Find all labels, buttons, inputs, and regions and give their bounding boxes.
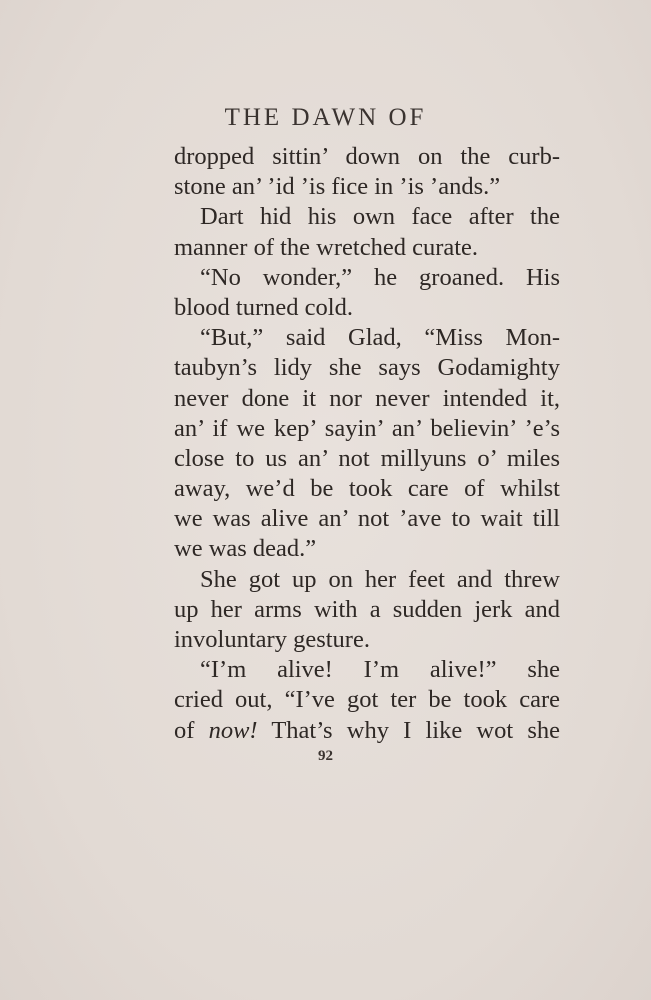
- page-number: 92: [318, 748, 333, 764]
- text-line: Dart hid his own face after the: [200, 203, 560, 231]
- text-line: dropped sittin’ down on the curb-: [174, 143, 560, 170]
- text-line: involuntary gesture.: [174, 626, 370, 653]
- body-text: [174, 142, 560, 746]
- text-line: we was alive an’ not ’ave to wait till: [174, 505, 560, 533]
- text-line: stone an’ ’id ’is fice in ’is ’ands.”: [174, 173, 501, 201]
- running-head: THE DAWN OF: [224, 104, 427, 131]
- text-line: She got up on her feet and threw: [200, 565, 560, 593]
- text-line: away, we’d be took care of whilst: [174, 475, 560, 503]
- text-line: never done it nor never intended it,: [174, 384, 560, 412]
- text-line: “But,” said Glad, “Miss Mon-: [200, 324, 560, 352]
- text-line: taubyn’s lidy she says Godamighty: [174, 354, 560, 382]
- emphasis: now!: [208, 716, 258, 744]
- text-line: cried out, “I’ve got ter be took care: [174, 686, 560, 714]
- text-line: manner of the wretched curate.: [174, 233, 479, 261]
- text-line: close to us an’ not millyuns o’ miles: [174, 444, 560, 472]
- text-line: of now! That’s why I like wot she: [174, 716, 560, 744]
- text-line: “No wonder,” he groaned. His: [200, 263, 560, 291]
- text-line: we was dead.”: [174, 535, 317, 563]
- text-line: “I’m alive! I’m alive!” she: [200, 656, 560, 684]
- text-line: an’ if we kep’ sayin’ an’ believin’ ’e’s: [174, 414, 560, 442]
- text-line: blood turned cold.: [174, 293, 353, 321]
- text-line: up her arms with a sudden jerk and: [174, 595, 560, 623]
